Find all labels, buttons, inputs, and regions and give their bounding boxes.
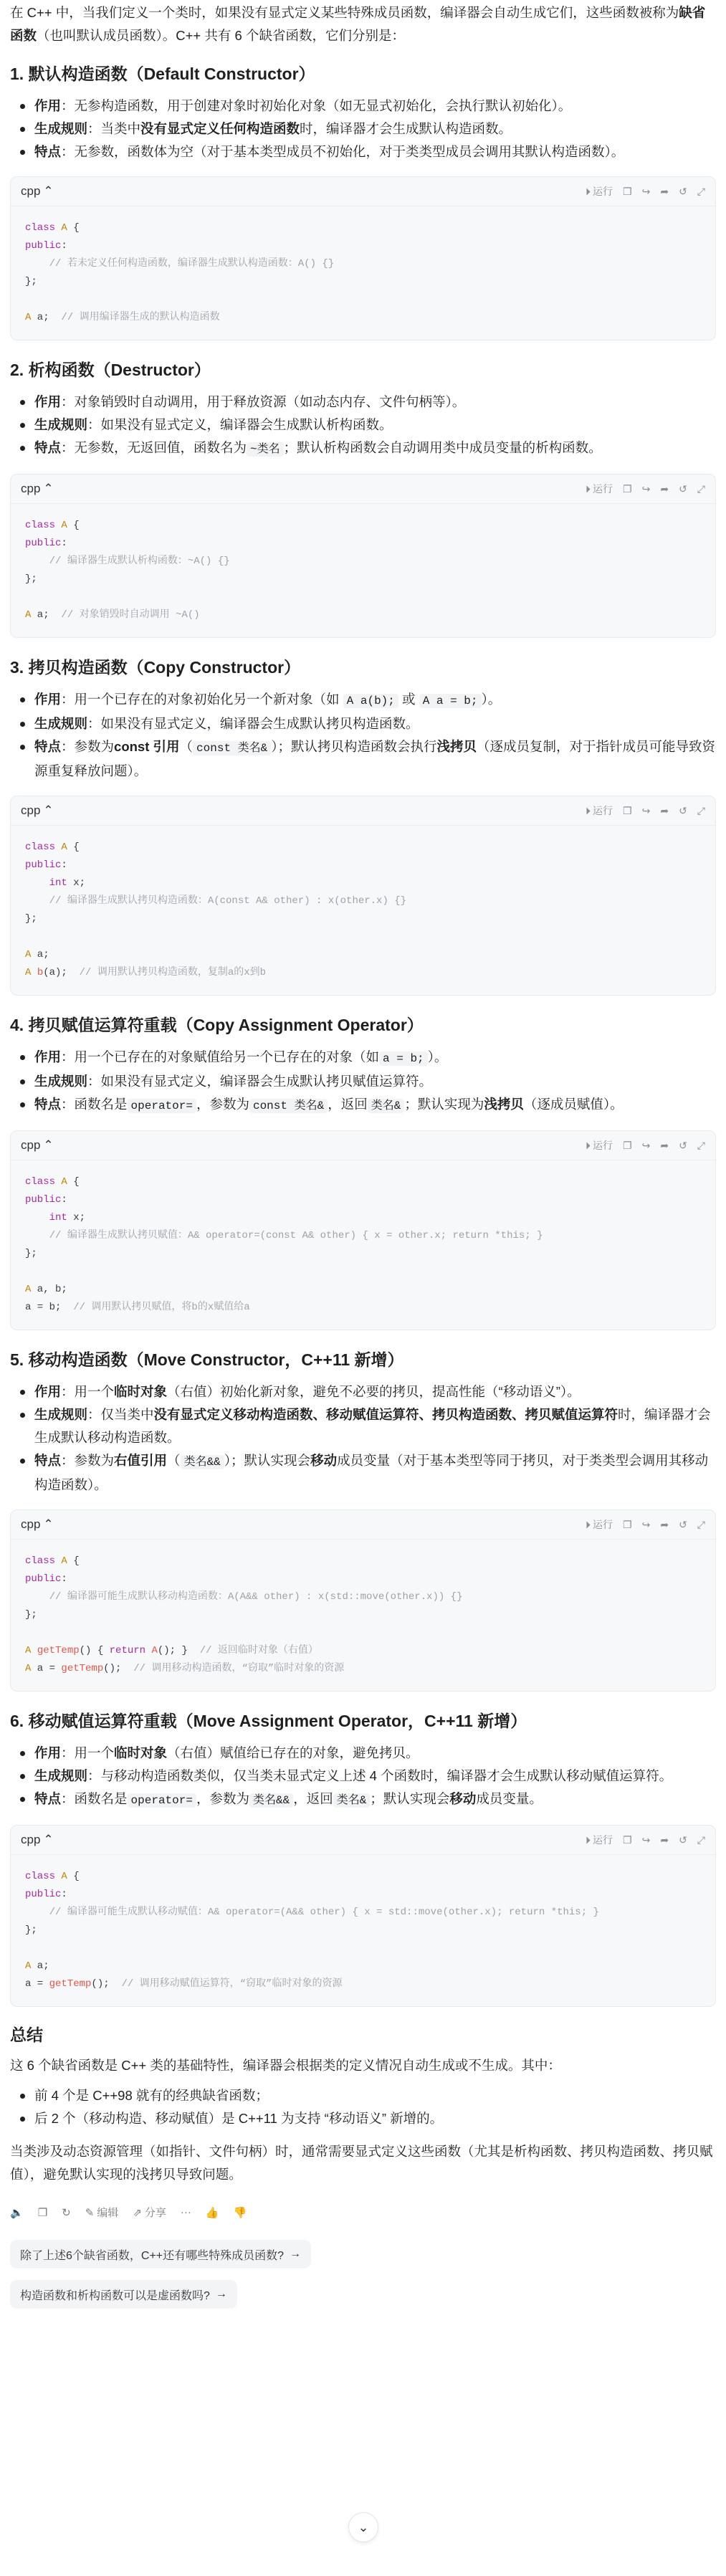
code-header bbox=[11, 1510, 715, 1540]
item-value: ：参数为 bbox=[61, 739, 115, 754]
list-item bbox=[17, 1093, 716, 1117]
undo-button[interactable] bbox=[679, 1834, 687, 1846]
edit-label: 编辑 bbox=[97, 2207, 119, 2219]
expand-button[interactable] bbox=[697, 1140, 705, 1152]
section-title: 2. 析构函数（Destructor） bbox=[10, 361, 211, 379]
item-key: 特点 bbox=[34, 1097, 62, 1112]
item-value: ：用一个已存在的对象赋值给另一个已存在的对象（如 bbox=[61, 1049, 380, 1064]
expand-button[interactable] bbox=[697, 186, 705, 198]
code-toolbar bbox=[586, 184, 705, 199]
list-item: 后 2 个（移动构造、移动赋值）是 C++11 为支持 “移动语义” 新增的。 bbox=[17, 2107, 716, 2130]
item-value: ）。 bbox=[427, 1049, 448, 1064]
expand-icon: ⤢ bbox=[697, 482, 705, 495]
undo-icon: ↺ bbox=[679, 804, 687, 816]
play-icon: ⏵ bbox=[586, 1833, 591, 1846]
item-value: ，返回 bbox=[293, 1791, 333, 1806]
item-value: （逐成员复制，对于指针成员可能导致资源重复释放问题）。 bbox=[34, 739, 716, 778]
item-value: ；默认拷贝构造函数会执行 bbox=[277, 739, 437, 754]
code-language[interactable] bbox=[21, 803, 54, 818]
item-key: 作用 bbox=[34, 98, 62, 113]
undo-button[interactable] bbox=[679, 1140, 687, 1152]
suggestion-item[interactable] bbox=[10, 2240, 311, 2269]
run-button[interactable] bbox=[586, 1517, 613, 1532]
item-value: 时，编译器才会生成默认构造函数。 bbox=[300, 121, 512, 136]
code-header bbox=[11, 1131, 715, 1160]
refresh-icon: ↻ bbox=[62, 2206, 71, 2219]
forward-button[interactable] bbox=[660, 186, 669, 198]
section-destructor bbox=[10, 358, 716, 638]
run-button[interactable] bbox=[586, 482, 613, 496]
summary-list bbox=[10, 2084, 716, 2130]
item-value: ；默认析构函数会自动调用类中成员变量的析构函数。 bbox=[283, 440, 602, 455]
section-title: 5. 移动构造函数（Move Constructor，C++11 新增） bbox=[10, 1350, 404, 1369]
expand-icon: ⤢ bbox=[697, 185, 705, 197]
code-toolbar bbox=[586, 482, 705, 496]
forward-button[interactable] bbox=[660, 1834, 669, 1846]
code-language-label: cpp bbox=[21, 1517, 41, 1531]
expand-button[interactable] bbox=[697, 1834, 705, 1846]
expand-icon: ⤢ bbox=[697, 1833, 705, 1846]
run-label: 运行 bbox=[593, 186, 613, 197]
item-key: 生成规则 bbox=[34, 417, 88, 432]
bullet-list bbox=[10, 95, 716, 163]
list-item: 特点：参数为const 引用（ const 类名& ）；默认拷贝构造函数会执行浅拷贝（逐成员复制，对于指针成员可能导致资源重复释放问题）。 bbox=[17, 735, 716, 783]
forward-icon: ➦ bbox=[660, 1139, 669, 1151]
code-language-label: cpp bbox=[21, 1138, 41, 1152]
inline-code: 类名& bbox=[333, 1793, 371, 1808]
bullet-list bbox=[10, 1742, 716, 1812]
code-content[interactable]: class A { public: // 编译器可能生成默认移动赋值：A& operator=(A&& other) { x = std::move(other.x); return *this; } }; A a; a = getTemp(); // 调用移动赋值运算符，“窃取”临时对象的资源 bbox=[25, 1871, 599, 1990]
item-key: 作用 bbox=[34, 1745, 62, 1760]
code-toolbar bbox=[586, 1833, 705, 1847]
code-content[interactable]: class A { public: // 编译器可能生成默认移动构造函数：A(A&& other) : x(std::move(other.x)) {} }; A getTemp() { return A(); } // 返回临时对象（右值） A a = getTemp(); // 调用移动构造函数，“窃取”临时对象的资源 bbox=[25, 1555, 463, 1674]
suggestion-item[interactable] bbox=[10, 2280, 237, 2309]
item-key: 作用 bbox=[34, 692, 62, 707]
code-language-label: cpp bbox=[21, 184, 41, 198]
item-key: 生成规则 bbox=[34, 1407, 88, 1422]
inline-code: operator= bbox=[128, 1099, 196, 1113]
list-item bbox=[17, 391, 716, 414]
undo-button[interactable] bbox=[679, 483, 687, 495]
item-bold: 临时对象 bbox=[114, 1384, 168, 1399]
code-header bbox=[11, 474, 715, 504]
item-value: ：如果没有显式定义，编译器会生成默认析构函数。 bbox=[87, 417, 393, 432]
item-value: ，参数为 bbox=[196, 1097, 249, 1112]
item-value: ；默认实现会 bbox=[370, 1791, 450, 1806]
undo-icon: ↺ bbox=[679, 1139, 687, 1151]
item-value: ：函数名是 bbox=[61, 1097, 128, 1112]
undo-icon: ↺ bbox=[679, 482, 687, 495]
summary-note: 当类涉及动态资源管理（如指针、文件句柄）时，通常需要显式定义这些函数（尤其是析构函数、拷贝构造函数、拷贝赋值），避免默认实现的浅拷贝导致问题。 bbox=[10, 2144, 713, 2182]
copy-button[interactable] bbox=[623, 483, 632, 495]
item-value: ：参数为 bbox=[61, 1453, 115, 1468]
list-item bbox=[17, 1070, 716, 1093]
share-icon: ⇗ bbox=[133, 2206, 142, 2219]
code-block bbox=[10, 1509, 716, 1692]
list-item bbox=[17, 1788, 716, 1812]
list-item bbox=[17, 712, 716, 735]
message-actions bbox=[10, 2205, 716, 2220]
item-bold: 浅拷贝 bbox=[484, 1097, 524, 1112]
expand-icon: ⤢ bbox=[697, 804, 705, 816]
code-language-label: cpp bbox=[21, 482, 41, 495]
wrap-icon: ↪ bbox=[641, 185, 651, 197]
undo-button[interactable] bbox=[679, 1519, 687, 1531]
copy-icon: ❐ bbox=[623, 804, 632, 816]
item-bold: 没有显式定义任何构造函数 bbox=[140, 121, 300, 136]
list-item: 特点：参数为右值引用（ 类名&& ）；默认实现会移动成员变量（对于基本类型等同于拷贝，对于类类型会调用其移动构造函数）。 bbox=[17, 1449, 716, 1497]
item-value: ：如果没有显式定义，编译器会生成默认拷贝构造函数。 bbox=[87, 716, 419, 731]
item-key: 作用 bbox=[34, 1049, 62, 1064]
chevron-up-icon: ⌃ bbox=[43, 803, 54, 817]
list-item bbox=[17, 1046, 716, 1070]
expand-icon: ⤢ bbox=[697, 1139, 705, 1151]
copy-icon: ❐ bbox=[623, 1518, 632, 1530]
share-label: 分享 bbox=[144, 2207, 166, 2219]
item-value: ；默认实现会 bbox=[231, 1453, 311, 1468]
intro-paragraph bbox=[10, 0, 716, 47]
item-bold: 浅拷贝 bbox=[436, 739, 477, 754]
copy-icon: ❐ bbox=[623, 1833, 632, 1846]
wrap-icon: ↪ bbox=[641, 482, 651, 495]
code-block bbox=[10, 796, 716, 996]
item-key: 特点 bbox=[34, 1453, 62, 1468]
chevron-up-icon: ⌃ bbox=[43, 1833, 54, 1846]
bullet-list bbox=[10, 1046, 716, 1117]
thumbs-down-icon: 👎 bbox=[233, 2206, 247, 2219]
code-language-label: cpp bbox=[21, 803, 41, 817]
play-icon: ⏵ bbox=[586, 1139, 591, 1151]
item-key: 生成规则 bbox=[34, 716, 88, 731]
chevron-up-icon: ⌃ bbox=[43, 1517, 54, 1531]
copy-message-button[interactable] bbox=[38, 2206, 47, 2219]
forward-icon: ➦ bbox=[660, 482, 669, 495]
intro-text-end: （也叫默认成员函数）。C++ 共有 6 个缺省函数，它们分别是： bbox=[37, 28, 405, 43]
expand-icon: ⤢ bbox=[697, 1518, 705, 1530]
item-value: ：用一个已存在的对象初始化另一个新对象（如 bbox=[61, 692, 340, 707]
expand-button[interactable] bbox=[697, 805, 705, 817]
inline-code: operator= bbox=[128, 1793, 196, 1808]
run-label: 运行 bbox=[593, 1519, 613, 1530]
copy-button[interactable] bbox=[623, 186, 632, 198]
code-language[interactable] bbox=[21, 482, 54, 496]
code-block bbox=[10, 474, 716, 638]
edit-icon: ✎ bbox=[85, 2206, 95, 2219]
list-item bbox=[17, 1380, 716, 1403]
item-value: 成员变量。 bbox=[476, 1791, 543, 1806]
wrap-button[interactable] bbox=[642, 1834, 651, 1846]
code-content[interactable]: class A { public: int x; // 编译器生成默认拷贝赋值：A& operator=(const A& other) { x = other.x; return *this; } }; A a, b; a = b; // 调用默认拷贝赋值，将b的x赋值给a bbox=[25, 1176, 543, 1313]
list-item bbox=[17, 140, 716, 163]
thumbs-down-button[interactable] bbox=[234, 2206, 247, 2219]
section-move-assignment bbox=[10, 1709, 716, 2007]
list-item bbox=[17, 1742, 716, 1765]
arrow-right-icon: → bbox=[290, 2248, 302, 2260]
forward-icon: ➦ bbox=[660, 804, 669, 816]
play-icon: ⏵ bbox=[586, 482, 591, 495]
copy-icon: ❐ bbox=[623, 1139, 632, 1151]
section-title: 4. 拷贝赋值运算符重载（Copy Assignment Operator） bbox=[10, 1016, 424, 1034]
refresh-button[interactable] bbox=[62, 2206, 71, 2219]
bullet-list bbox=[10, 688, 716, 783]
section-title: 3. 拷贝构造函数（Copy Constructor） bbox=[10, 658, 301, 677]
intro-text: 在 C++ 中，当我们定义一个类时，如果没有显式定义某些特殊成员函数，编译器会自动生成它们，这些函数被称为 bbox=[10, 5, 679, 20]
item-value: ：当类中 bbox=[87, 121, 141, 136]
list-item bbox=[17, 414, 716, 437]
undo-button[interactable] bbox=[679, 805, 687, 817]
run-label: 运行 bbox=[593, 1834, 613, 1846]
wrap-icon: ↪ bbox=[641, 804, 651, 816]
copy-button[interactable] bbox=[623, 1140, 632, 1152]
forward-button[interactable] bbox=[660, 805, 669, 817]
item-value: ）。 bbox=[481, 692, 502, 707]
suggestion-list-2 bbox=[10, 2269, 716, 2309]
run-label: 运行 bbox=[593, 483, 613, 495]
section-default-constructor bbox=[10, 62, 716, 340]
forward-icon: ➦ bbox=[660, 1833, 669, 1846]
item-value: 成员变量（对于基本类型等同于拷贝，对于类类型会调用其移动构造函数）。 bbox=[34, 1453, 709, 1492]
item-bold: 临时对象 bbox=[114, 1745, 168, 1760]
copy-button[interactable] bbox=[623, 1834, 632, 1846]
chevron-up-icon: ⌃ bbox=[43, 482, 54, 495]
summary-title: 总结 bbox=[10, 2026, 43, 2044]
inline-code: 类名&& bbox=[249, 1793, 293, 1808]
list-item bbox=[17, 1765, 716, 1788]
code-block bbox=[10, 1130, 716, 1330]
suggestion-text: 构造函数和析构函数可以是虚函数吗? bbox=[20, 2289, 210, 2302]
list-item bbox=[17, 118, 716, 140]
item-value: 或 bbox=[402, 692, 416, 707]
copy-button[interactable] bbox=[623, 805, 632, 817]
copy-icon: ❐ bbox=[37, 2206, 48, 2219]
wrap-icon: ↪ bbox=[641, 1518, 651, 1530]
list-item: 前 4 个是 C++98 就有的经典缺省函数； bbox=[17, 2084, 716, 2107]
code-language-label: cpp bbox=[21, 1833, 41, 1846]
speaker-icon: 🔈 bbox=[10, 2206, 24, 2219]
inline-code: A a(b); bbox=[343, 694, 398, 708]
code-language[interactable] bbox=[21, 1833, 54, 1847]
more-button[interactable] bbox=[181, 2206, 191, 2218]
item-value: 时，编译器才会生成默认移动构造函数。 bbox=[34, 1407, 711, 1445]
forward-icon: ➦ bbox=[660, 185, 669, 197]
item-key: 特点 bbox=[34, 739, 62, 754]
wrap-button[interactable] bbox=[642, 805, 651, 817]
code-content[interactable]: class A { public: int x; // 编译器生成默认拷贝构造函数：A(const A& other) : x(other.x) {} }; A a; A b(a); // 调用默认拷贝构造函数，复制a的x到b bbox=[25, 841, 407, 978]
expand-button[interactable] bbox=[697, 483, 705, 495]
wrap-button[interactable] bbox=[642, 186, 651, 198]
item-key: 特点 bbox=[34, 440, 62, 455]
code-header bbox=[11, 177, 715, 206]
item-value: ：无参数，函数体为空（对于基本类型成员不初始化，对于类类型成员会调用其默认构造函数）。 bbox=[61, 144, 625, 159]
copy-button[interactable] bbox=[623, 1519, 632, 1531]
run-button[interactable] bbox=[586, 1138, 613, 1153]
bullet-list bbox=[10, 1380, 716, 1497]
wrap-icon: ↪ bbox=[641, 1833, 651, 1846]
list-item bbox=[17, 95, 716, 118]
item-value: ：函数名是 bbox=[61, 1791, 128, 1806]
item-value: （逐成员赋值）。 bbox=[523, 1097, 624, 1112]
undo-button[interactable] bbox=[679, 186, 687, 198]
code-content[interactable]: class A { public: // 若未定义任何构造函数，编译器生成默认构造函数：A() {} }; A a; // 调用编译器生成的默认构造函数 bbox=[25, 222, 335, 323]
undo-icon: ↺ bbox=[679, 185, 687, 197]
play-icon: ⏵ bbox=[586, 1518, 591, 1530]
inline-code: 类名&& bbox=[181, 1455, 224, 1469]
run-button[interactable] bbox=[586, 184, 613, 199]
list-item bbox=[17, 437, 716, 461]
code-language[interactable] bbox=[21, 1138, 54, 1153]
undo-icon: ↺ bbox=[679, 1833, 687, 1846]
inline-code: A a = b; bbox=[419, 694, 482, 708]
list-item bbox=[17, 1403, 716, 1449]
wrap-icon: ↪ bbox=[641, 1139, 651, 1151]
wrap-button[interactable] bbox=[642, 1519, 651, 1531]
run-label: 运行 bbox=[593, 1140, 613, 1151]
code-block bbox=[10, 1825, 716, 2007]
chevron-up-icon: ⌃ bbox=[43, 184, 54, 198]
section-copy-constructor bbox=[10, 655, 716, 996]
wrap-button[interactable] bbox=[642, 1140, 651, 1152]
item-key: 特点 bbox=[34, 144, 62, 159]
run-button[interactable] bbox=[586, 803, 613, 818]
item-value: ，返回 bbox=[328, 1097, 368, 1112]
item-bold: 没有显式定义移动构造函数、移动赋值运算符、拷贝构造函数、拷贝赋值运算符 bbox=[153, 1407, 618, 1422]
item-value: ：无参数，无返回值，函数名为 bbox=[61, 440, 247, 455]
code-block bbox=[10, 176, 716, 340]
item-value: （右值）赋值给已存在的对象，避免拷贝。 bbox=[167, 1745, 419, 1760]
share-button[interactable] bbox=[133, 2205, 166, 2220]
item-key: 生成规则 bbox=[34, 1074, 88, 1089]
section-title: 1. 默认构造函数（Default Constructor） bbox=[10, 65, 315, 83]
item-value: ；默认实现为 bbox=[404, 1097, 484, 1112]
inline-code: ~类名 bbox=[247, 442, 284, 457]
item-value: ：无参构造函数，用于创建对象时初始化对象（如无显式初始化，会执行默认初始化）。 bbox=[61, 98, 572, 113]
item-value: ，参数为 bbox=[196, 1791, 249, 1806]
item-key: 作用 bbox=[34, 394, 62, 409]
item-value: ：如果没有显式定义，编译器会生成默认拷贝赋值运算符。 bbox=[87, 1074, 433, 1089]
run-label: 运行 bbox=[593, 805, 613, 816]
play-icon: ⏵ bbox=[586, 804, 591, 816]
item-bold: 移动 bbox=[310, 1453, 338, 1468]
copy-icon: ❐ bbox=[623, 185, 632, 197]
arrow-right-icon: → bbox=[215, 2288, 227, 2300]
section-move-constructor bbox=[10, 1347, 716, 1692]
code-header bbox=[11, 796, 715, 826]
forward-button[interactable] bbox=[660, 1140, 669, 1152]
scroll-down-button[interactable] bbox=[348, 2512, 378, 2542]
inline-code: const 类名& bbox=[193, 741, 271, 755]
summary-text: 这 6 个缺省函数是 C++ 类的基础特性，编译器会根据类的定义情况自动生成或不生成。其中： bbox=[10, 2058, 561, 2073]
suggestion-list bbox=[10, 2230, 716, 2269]
code-content[interactable]: class A { public: // 编译器生成默认析构函数：~A() {} }; A a; // 对象销毁时自动调用 ~A() bbox=[25, 520, 230, 621]
chevron-up-icon: ⌃ bbox=[43, 1138, 54, 1152]
item-bold: 移动 bbox=[449, 1791, 477, 1806]
list-item bbox=[17, 688, 716, 712]
code-header bbox=[11, 1826, 715, 1855]
section-title: 6. 移动赋值运算符重载（Move Assignment Operator，C++11 新增） bbox=[10, 1712, 527, 1730]
play-icon: ⏵ bbox=[586, 185, 591, 197]
item-value: ：仅当类中 bbox=[87, 1407, 154, 1422]
item-key: 生成规则 bbox=[34, 1768, 88, 1783]
forward-button[interactable] bbox=[660, 1519, 669, 1531]
suggestion-text: 除了上述6个缺省函数，C++还有哪些特殊成员函数? bbox=[20, 2249, 285, 2262]
intro-bold: 缺省函数 bbox=[10, 5, 706, 43]
item-key: 特点 bbox=[34, 1791, 62, 1806]
forward-icon: ➦ bbox=[660, 1518, 669, 1530]
code-toolbar bbox=[586, 803, 705, 818]
run-button[interactable] bbox=[586, 1833, 613, 1847]
code-toolbar bbox=[586, 1517, 705, 1532]
item-value: ：用一个 bbox=[61, 1384, 115, 1399]
code-language[interactable] bbox=[21, 184, 54, 199]
chevron-down-icon: ⌄ bbox=[358, 2519, 369, 2534]
thumbs-up-button[interactable] bbox=[206, 2206, 219, 2219]
item-key: 作用 bbox=[34, 1384, 62, 1399]
code-language[interactable] bbox=[21, 1517, 54, 1532]
item-key: 生成规则 bbox=[34, 121, 88, 136]
item-value: ：对象销毁时自动调用，用于释放资源（如动态内存、文件句柄等）。 bbox=[61, 394, 466, 409]
code-toolbar bbox=[586, 1138, 705, 1153]
item-value: ：用一个 bbox=[61, 1745, 115, 1760]
item-value: ：与移动构造函数类似，仅当类未显式定义上述 4 个函数时，编译器才会生成默认移动赋值运算符。 bbox=[87, 1768, 673, 1783]
inline-code: 类名& bbox=[368, 1099, 405, 1113]
section-copy-assignment bbox=[10, 1013, 716, 1330]
expand-button[interactable] bbox=[697, 1519, 705, 1531]
wrap-button[interactable] bbox=[642, 483, 651, 495]
thumbs-up-icon: 👍 bbox=[205, 2206, 219, 2219]
item-bold: 右值引用 bbox=[114, 1453, 168, 1468]
more-label: ··· bbox=[180, 2206, 191, 2218]
inline-code: const 类名& bbox=[249, 1099, 328, 1113]
bullet-list bbox=[10, 391, 716, 461]
copy-icon: ❐ bbox=[623, 482, 632, 495]
edit-button[interactable] bbox=[85, 2205, 119, 2220]
forward-button[interactable] bbox=[660, 483, 669, 495]
item-bold: const 引用 bbox=[114, 739, 180, 754]
inline-code: a = b; bbox=[379, 1051, 428, 1066]
item-value: （右值）初始化新对象，避免不必要的拷贝，提高性能（“移动语义”）。 bbox=[167, 1384, 581, 1399]
section-summary bbox=[10, 2023, 716, 2186]
undo-icon: ↺ bbox=[679, 1518, 687, 1530]
speaker-button[interactable] bbox=[10, 2206, 24, 2219]
